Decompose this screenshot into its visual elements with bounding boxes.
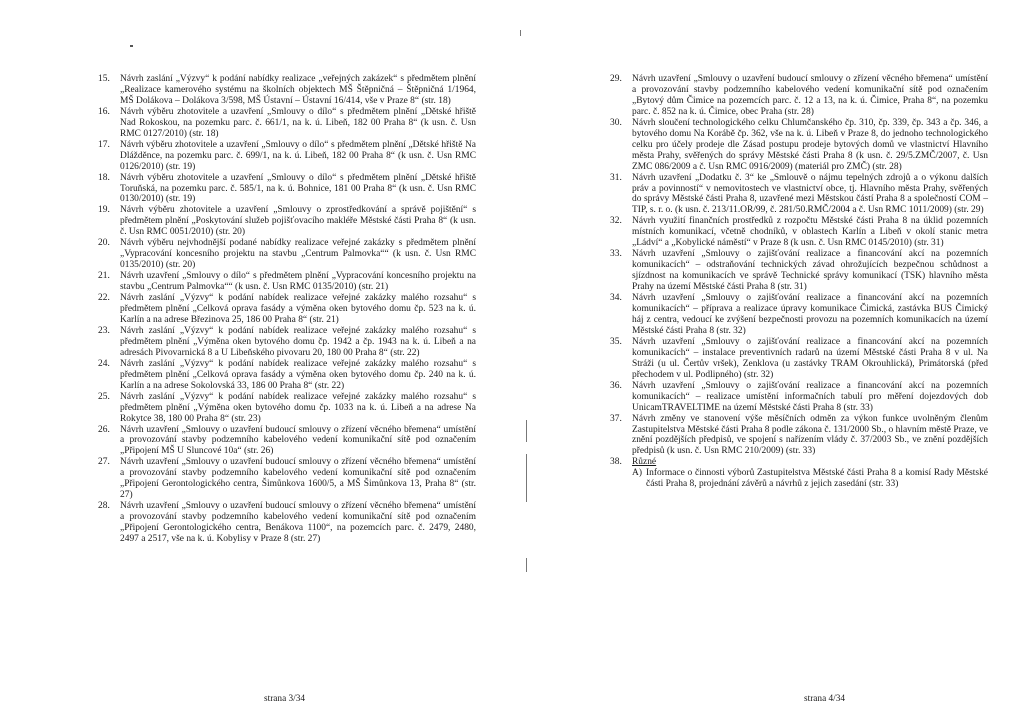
- agenda-item: [98, 173, 476, 206]
- page-right: [511, 0, 1023, 726]
- item-text: Návrh uzavření „Dodatku č. 3“ ke „Smlouvě o nájmu tepelných zdrojů a o výkonu dalších práv a povinností“ v nemovitostech ve vlastnictví obce, tj. Hlavního města Prahy, svěřených do správy Městské části Praha 8, uzavřené mezi Městskou částí Praha 8 a společností COM – TIP, s. r. o. (k usn. č. 213/11.OR/99, č. 281/50.RMČ/2004 a č. Usn RMC 1011/2009) (str. 29): [632, 172, 988, 216]
- item-text: Návrh uzavření „Smlouvy o dílo“ s předmětem plnění „Vypracování koncesního projektu na stavbu „Centrum Palmovka““ (k usn. č. Usn RMC 0135/2010) (str. 21): [120, 271, 476, 293]
- agenda-item: [98, 74, 476, 107]
- item-number: 21.: [98, 271, 110, 282]
- agenda-item: [98, 392, 476, 425]
- sub-item-letter: A): [632, 468, 642, 479]
- item-text: Návrh zaslání „Výzvy“ k podání nabídek realizace veřejné zakázky malého rozsahu“ s předmětem plnění „Výměna oken bytového domu čp. 1942 a čp. 1943 na k. ú. Libeň a na adresách Pivovarnická 8 a U Libeňského pivovaru 20, 180 00 Praha 8“ (str. 22): [120, 325, 476, 358]
- item-text: Návrh výběru zhotovitele a uzavření „Smlouvy o zprostředkování a správě pojištění“ s předmětem plnění „Poskytování služeb pojišťovacího makléře Městské části Praha 8“ (k usn. č. Usn RMC 0051/2010) (str. 20): [120, 205, 476, 238]
- item-text: Návrh uzavření „Smlouvy o uzavření budoucí smlouvy o zřízení věcného břemena“ umístění a provozování stavby podzemního kabelového vedení komunikační sítě pod označením „Připojení MŠ U Sluncové 10a“ (str. 26): [120, 424, 476, 457]
- item-number: 28.: [98, 501, 110, 512]
- item-number: 26.: [98, 424, 110, 435]
- item-text: Návrh uzavření „Smlouvy o zajišťování realizace a financování akcí na pozemních komunikacích“ – příprava a realizace úpravy komunikace Čimická, zastávka BUS Čimický háj z centra, vedoucí ke zvýšení bezpečnosti provozu na pozemních komunikacích na území Městské části Praha 8 (str. 32): [632, 293, 988, 336]
- sub-item-text: Informace o činnosti výborů Zastupitelstva Městské části Praha 8 a komisí Rady Městské části Praha 8, projednání závěrů a návrhů z jejich zasedání (str. 33): [646, 468, 988, 490]
- item-text: Návrh využití finančních prostředků z rozpočtu Městské části Praha 8 na úklid pozemních místních komunikací, včetně chodníků, v oblastech Karlín a Libeň v okolí stanic metra „Ládví“ a „Kobylické náměstí“ v Praze 8 (k usn. č. Usn RMC 0145/2010) (str. 31): [632, 216, 988, 249]
- scan-speck: [130, 45, 133, 47]
- item-number: 17.: [98, 139, 110, 150]
- agenda-item: [98, 359, 476, 392]
- item-indent: [610, 468, 632, 490]
- item-number: 32.: [610, 216, 622, 227]
- scan-mark: [526, 420, 527, 442]
- item-text: Různé: [632, 457, 657, 468]
- agenda-item: [98, 425, 476, 458]
- page-number: strana 4/34: [804, 694, 846, 704]
- agenda-item: [98, 326, 476, 359]
- agenda-item: [610, 337, 988, 381]
- agenda-item: [610, 414, 988, 458]
- item-number: 23.: [98, 325, 110, 336]
- agenda-item: [610, 457, 988, 468]
- item-text: Návrh zaslání „Výzvy“ k podání nabídek realizace veřejné zakázky malého rozsahu“ s předmětem plnění „Výměna oken bytového domu čp. 1033 na k. ú. Libeň a na adrese Na Rokytce 38, 180 00 Praha 8“ (str. 23): [120, 391, 476, 424]
- agenda-item: [610, 293, 988, 337]
- item-number: 24.: [98, 358, 110, 369]
- item-text: Návrh sloučení technologického celku Chlumčanského čp. 310, čp. 339, čp. 343 a čp. 346, a bytového domu Na Korábě čp. 362, vše na k. ú. Libeň v Praze 8, do jednoho technologického celku pro účely prodeje dle Zásad postupu prodeje bytových domů ve vlastnictví Hlavního města Prahy, svěřených do správy Městské části Praha 8 (k usn. č. 29/5.ZMČ/2007, č. Usn ZMC 086/2009 a č. Usn RMC 0916/2009) (materiál pro ZMČ) (str. 28): [632, 117, 988, 172]
- agenda-item: [98, 107, 476, 140]
- item-text: Návrh uzavření „Smlouvy o uzavření budoucí smlouvy o zřízení věcného břemena“ umístění a provozování stavby podzemního kabelového vedení komunikační sítě pod označením „Připojení Gerontologického centra, Benákova 1100“, na pozemcích parc. č. 2479, 2480, 2497 a 2517, vše na k. ú. Kobylisy v Praze 8 (str. 27): [120, 501, 476, 545]
- item-text: Návrh uzavření „Smlouvy o zajišťování realizace a financování akcí na pozemních komunikacích“ – odstraňování technických závad ohrožujících bezpečnou schůdnost a sjízdnost na komunikacích ve správě Technické správy komunikací (TSK) hlavního města Prahy na území Městské části Praha 8 (str. 31): [632, 249, 988, 293]
- item-number: 19.: [98, 205, 110, 216]
- scan-mark: [526, 558, 527, 572]
- agenda-item: [98, 501, 476, 545]
- agenda-item: [98, 457, 476, 501]
- agenda-item: [610, 381, 988, 414]
- agenda-item: [610, 118, 988, 173]
- item-number: 20.: [98, 238, 110, 249]
- agenda-item: [98, 293, 476, 326]
- agenda-sub-item: [610, 468, 988, 490]
- item-number: 38.: [610, 457, 622, 468]
- agenda-column-right: [610, 74, 988, 490]
- item-number: 35.: [610, 336, 622, 347]
- page-number: strana 3/34: [264, 694, 306, 704]
- item-text: Návrh výběru nejvhodnější podané nabídky realizace veřejné zakázky s předmětem plnění „Vypracování koncesního projektu na stavbu „Centrum Palmovka““ (k usn. č. Usn RMC 0135/2010) (str. 20): [120, 238, 476, 271]
- agenda-item: [98, 271, 476, 293]
- agenda-column-left: [98, 74, 476, 545]
- page-left: [0, 0, 511, 726]
- item-number: 33.: [610, 249, 622, 260]
- item-text: Návrh výběru zhotovitele a uzavření „Smlouvy o dílo“ s předmětem plnění „Dětské hřiště Na Dlážděnce, na pozemku parc. č. 699/1, na k. ú. Libeň, 182 00 Praha 8“ (k usn. č. Usn RMC 0126/2010) (str. 19): [120, 139, 476, 172]
- agenda-item: [610, 249, 988, 293]
- item-number: 31.: [610, 172, 622, 183]
- agenda-item: [610, 216, 988, 249]
- item-text: Návrh uzavření „Smlouvy o uzavření budoucí smlouvy o zřízení věcného břemena“ umístění a provozování stavby podzemního kabelového vedení komunikační sítě pod označením „Bytový dům Čimice na pozemcích parc. č. 12 a 13, na k. ú. Čimice, Praha 8“, na pozemku parc. č. 852 na k. ú. Čimice, obec Praha (str. 28): [632, 74, 988, 117]
- item-text: Návrh výběru zhotovitele a uzavření „Smlouvy o dílo“ s předmětem plnění „Dětské hřiště Toruňská, na pozemku parc. č. 585/1, na k. ú. Bohnice, 181 00 Praha 8“ (k usn. č. Usn RMC 0130/2010) (str. 19): [120, 172, 476, 205]
- item-text: Návrh uzavření „Smlouvy o uzavření budoucí smlouvy o zřízení věcného břemena“ umístění a provozování stavby podzemního kabelového vedení komunikační sítě pod označením „Připojení Gerontologického centra, Šimůnkova 1600/5, a MŠ Šimůnkova 13, Praha 8“ (str. 27): [120, 457, 476, 501]
- item-number: 27.: [98, 457, 110, 468]
- agenda-item: [98, 140, 476, 173]
- scan-mark: [520, 30, 521, 36]
- item-number: 30.: [610, 117, 622, 128]
- item-number: 29.: [610, 74, 622, 84]
- item-number: 37.: [610, 413, 622, 424]
- item-text: Návrh zaslání „Výzvy“ k podání nabídek realizace veřejné zakázky malého rozsahu“ s předmětem plnění „Celková oprava fasády a výměna oken bytového domu čp. 523 na k. ú. Karlín a na adrese Březinova 25, 186 00 Praha 8“ (str. 21): [120, 293, 476, 325]
- item-number: 18.: [98, 172, 110, 183]
- item-text: Návrh změny ve stanovení výše měsíčních odměn za výkon funkce uvolněným členům Zastupitelstva Městské části Praha 8 podle zákona č. 131/2000 Sb., o hlavním městě Praze, ve znění pozdějších předpisů, ve spojení s nařízením vlády č. 37/2003 Sb., ve znění pozdějších předpisů (k usn. č. Usn RMC 210/2009) (str. 33): [632, 413, 988, 457]
- item-text: Návrh zaslání „Výzvy“ k podání nabídky realizace „veřejných zakázek“ s předmětem plnění „Realizace kamerového systému na školních objektech MŠ Štěpničná – Štěpničná 1/1964, MŠ Dolákova – Dolákova 3/598, MŠ Ústavní – Ústavní 16/414, vše v Praze 8“ (str. 18): [120, 74, 476, 106]
- item-text: Návrh zaslání „Výzvy“ k podání nabídek realizace veřejné zakázky malého rozsahu“ s předmětem plnění „Celková oprava fasády a výměna oken bytového domu čp. 240 na k. ú. Karlín a na adrese Sokolovská 33, 186 00 Praha 8“ (str. 22): [120, 358, 476, 391]
- agenda-item: [610, 74, 988, 118]
- agenda-item: [98, 205, 476, 238]
- item-text: Návrh uzavření „Smlouvy o zajišťování realizace a financování akcí na pozemních komunikacích“ – instalace preventivních radarů na území Městské části Praha 8 v ul. Na Stráži (u ul. Čertův vršek), Zenklova (u zastávky TRAM Okrouhlická), Primátorská (před přechodem v ul. Podlipného) (str. 32): [632, 336, 988, 380]
- item-text: Návrh výběru zhotovitele a uzavření „Smlouvy o dílo“ s předmětem plnění „Dětské hřiště Nad Rokoskou, na pozemku parc. č. 661/1, na k. ú. Libeň, 182 00 Praha 8“ (k usn. č. Usn RMC 0127/2010) (str. 18): [120, 106, 476, 139]
- item-number: 34.: [610, 293, 622, 304]
- agenda-item: [610, 173, 988, 217]
- item-text: Návrh uzavření „Smlouvy o zajišťování realizace a financování akcí na pozemních komunikacích“ – realizace umístění informačních tabulí pro měření dojezdových dob UnicamTRAVELTIME na území Městské části Praha 8 (str. 33): [632, 380, 988, 413]
- item-number: 25.: [98, 391, 110, 402]
- item-number: 22.: [98, 293, 110, 304]
- item-number: 16.: [98, 106, 110, 117]
- scan-mark: [526, 454, 527, 502]
- agenda-item: [98, 238, 476, 271]
- item-number: 15.: [98, 74, 110, 84]
- item-number: 36.: [610, 380, 622, 391]
